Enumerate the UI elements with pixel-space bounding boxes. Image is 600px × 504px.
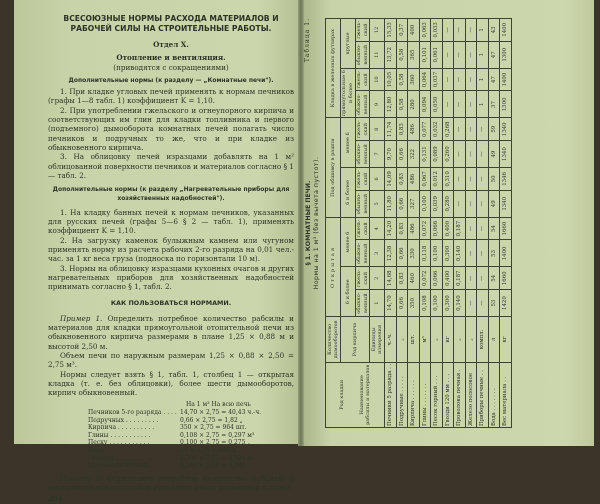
subgroup-header: менее 6 [340,118,355,168]
column-number: 12 [370,19,385,42]
value-cell: 0,140 [454,290,466,317]
value-cell: 365 [408,41,420,68]
calc-row: Воды . . . . . . . . . . . 53 × 2,75 = 146 л [88,446,236,454]
value-cell: 350 [408,290,420,317]
value-cell: — [465,217,477,240]
value-cell: 0,268 [442,118,454,141]
brick-type-header: гжель-ский [355,217,370,240]
value-cell: 54 [488,267,500,290]
unit-cell: „ [396,317,408,363]
value-cell: 0,063 [419,19,431,42]
value-cell: 0,108 [419,290,431,317]
value-cell: 0,260 [442,141,454,168]
value-cell: 0,37 [396,19,408,42]
table-row [442,19,454,428]
value-cell: 53 [488,240,500,267]
unit-cell: „ [431,317,443,363]
calc-header: На 1 м³ На всю печь [186,401,251,409]
value-cell: 0,280 [442,190,454,217]
column-number: 7 [370,141,385,168]
value-cell: 1340 [500,141,512,168]
value-cell: — [477,290,489,317]
value-cell: 1400 [500,68,512,91]
block1-item: 3. На облицовку печей изразцами добавлять на 1 м² облицованной поверхности печников и материалов согласно § 1 — табл. 2. [48,152,294,180]
calc-row: Печников 5-го разряда . . . . 14,70 × 2,75 = 40,43 ч.-ч. [88,408,262,416]
value-cell: 0,66 [396,240,408,267]
value-cell: 0,066 [431,217,443,240]
material-name: Печники 5 разряда . . [385,362,397,427]
value-cell: 0,072 [419,217,431,240]
table-row [408,19,420,428]
example2: Пример 2. Определить потребное количество рабсилы и материалов для постройки кухонного очага размерами в плане [48,473,294,493]
value-cell: 47 [488,68,500,91]
example1: Пример 1. Определить потребное количество рабсилы и материалов для кладки прямоугольной отопительной печи из обыкновенного кирпича размерами в плане 1,25 × 0,88 м и высотой 2,50 м. [48,313,294,351]
value-cell: 37 [488,91,500,118]
value-cell: 0,033 [431,19,443,42]
brick-type-header: гжель-ский [355,267,370,290]
value-cell: 330 [408,240,420,267]
value-cell: 1 [477,41,489,68]
value-cell: 0,089 [431,141,443,168]
block1-item: 2. При употреблении гжельского и огнеупорного кирпича и соответствующих им глин для кладки топливника и первого (подъемного) дымооборота комнатных печей полагать число печников и подручных то же, что и при кладке из обыкновенного кирпича. [48,105,294,152]
value-cell: 0,037 [431,68,443,91]
left-page-text [48,14,294,504]
table-label: Таблица 1. [304,18,311,63]
page-title: ВСЕСОЮЗНЫЕ НОРМЫ РАСХОДА МАТЕРИАЛОВ И РАБОЧЕЙ СИЛЫ НА СТРОИТЕЛЬНЫЕ РАБОТЫ. [63,14,279,33]
unit-header: Единицы измерения [370,317,385,363]
value-cell: 0,118 [419,240,431,267]
value-cell: 1 [477,68,489,91]
table-row [419,19,431,428]
value-cell: 0,66 [396,190,408,217]
value-cell: 0,400 [442,267,454,290]
value-cell: 1300 [500,41,512,68]
usage-heading: КАК ПОЛЬЗОВАТЬСЯ НОРМАМИ. [110,299,232,308]
block2-item: 3. Нормы на облицовку изразцами кухонных очагов и других нагревательных приборов для хозяйственных надобностей принимать согласно § 1, табл. 2. [48,263,294,292]
block2-item: 2. На загрузку каменок булыжным камнем или чугуном применять норму из расчета рабочих 2-го разряда на 0,01 чел.-час. за 1 кг веса груза (подноска по горизонтали 10 м). [48,235,294,264]
value-cell: 0,58 [396,41,408,68]
value-cell: 0,100 [419,190,431,217]
value-cell: 0,83 [396,267,408,290]
column-number: 6 [370,168,385,191]
value-cell: — [465,168,477,191]
value-cell: 1340 [500,190,512,217]
column-number: 1 [370,290,385,317]
calculation-list [88,401,294,469]
value-cell: 0,300 [442,290,454,317]
value-cell: — [477,168,489,191]
group-header: Кладка в железных футлярах [326,19,341,118]
table-row [465,19,477,428]
value-cell: 0,064 [419,68,431,91]
value-cell: 10,05 [385,68,397,91]
brick-type-header: гжель-ский [355,19,370,42]
table-row [488,19,500,428]
calc-row: Песку . . . . . . . . . . . 0,100 × 2,75 = 0,275 „ [88,439,251,447]
value-cell: — [454,68,466,91]
calc-row: Глины . . . . . . . . . . . 0,108 × 2,75 = 0,297 м³ [88,431,255,439]
material-name: Кирпича . . . . . . [408,362,420,427]
value-cell: 1400 [500,240,512,267]
value-cell: 0,187 [454,267,466,290]
value-cell: 360 [408,68,420,91]
column-number: 5 [370,190,385,217]
calc-row: Проволоки печной . . . . . 0,140 × 2,75 = 0,385 „ [88,462,251,470]
value-cell: — [454,91,466,118]
brick-type-header: обыкно-венный [355,190,370,217]
brick-type-header: обыкно-венный [355,91,370,118]
value-cell: — [465,267,477,290]
table-row [477,19,489,428]
value-cell: 0,039 [431,190,443,217]
column-number: 9 [370,91,385,118]
norms-table [325,18,512,428]
value-cell: 11,80 [385,190,397,217]
value-cell: 14,09 [385,168,397,191]
value-cell: 47 [488,41,500,68]
value-cell: 0,100 [431,240,443,267]
material-name: Проволока печная . [454,362,466,427]
volume-text: Объем печи по наружным размерам 1,25 × 0,88 × 2,50 = 2,75 м³. [48,350,294,370]
unit-cell: шт. [408,317,420,363]
value-cell: 0,067 [419,168,431,191]
value-cell: 1346 [500,168,512,191]
brick-type-header: обыкно-венный [355,240,370,267]
material-name: Песок горный . . . [431,362,443,427]
value-cell: 1660 [500,217,512,240]
value-cell: 1340 [500,118,512,141]
value-cell: 0,101 [419,41,431,68]
value-cell: 59 [488,118,500,141]
subgroup-header: менее 6 [340,217,355,267]
column-number: 3 [370,240,385,267]
value-cell: 49 [488,141,500,168]
value-cell: 0,077 [419,118,431,141]
value-cell: 0,58 [396,68,408,91]
value-cell: 0,066 [431,267,443,290]
unit-cell: ч.-ч. [385,317,397,363]
subgroup-header: 6 и более [340,168,355,218]
value-cell: — [454,118,466,141]
block1-heading: Дополнительные нормы (к разделу — „Комнатные печи"). [68,76,274,84]
subgroup-header: круглые [340,19,355,69]
table-subtitle: Нормы на 1 м³ (без вычета пустот). [313,156,320,290]
value-cell: 0,140 [454,240,466,267]
value-cell: — [454,141,466,168]
column-number: 10 [370,68,385,91]
value-cell: 0,83 [396,168,408,191]
value-cell: — [477,267,489,290]
value-cell: — [454,190,466,217]
value-cell: 400 [408,19,420,42]
table-row [500,19,512,428]
subsection-title: Отопление и вентиляция. [116,53,226,63]
table-row [454,19,466,428]
value-cell: 9,70 [385,141,397,168]
value-cell: 0,83 [396,217,408,240]
value-cell: — [454,19,466,42]
value-cell: — [477,240,489,267]
value-cell: 0,012 [431,168,443,191]
material-name: Гвозди 120 мм . . . [442,362,454,427]
value-cell: — [465,68,477,91]
value-cell: — [465,118,477,141]
unit-cell: „ [465,317,477,363]
table-row [431,19,443,428]
value-cell: — [465,190,477,217]
brick-type-header: гжель-ский [355,118,370,141]
material-name: Подручные . . . . . [396,362,408,427]
value-cell: 327 [408,190,420,217]
value-cell: 0,187 [454,217,466,240]
value-cell: — [465,290,477,317]
value-cell: 14,70 [385,290,397,317]
calc-row: Кирпича . . . . . . . . . . 350 × 2,75 = 964 шт. [88,424,247,432]
value-cell: — [442,91,454,118]
value-cell: — [442,41,454,68]
value-cell: — [454,41,466,68]
value-cell: — [442,19,454,42]
brick-type-header: обыкно-венный [355,41,370,68]
table-title: § 1. КОМНАТНЫЕ ПЕЧИ. [305,180,312,266]
rotated-table-block [305,18,555,428]
value-cell: 0,400 [442,217,454,240]
value-cell: — [442,68,454,91]
value-cell: — [454,168,466,191]
section-title: Отдел X. [153,40,189,49]
value-cell: — [465,41,477,68]
table-row [396,19,408,428]
value-cell: 0,58 [396,91,408,118]
norms-text: Нормы следует взять § 1, табл. 1, столбец 1 — открытая кладка (т. е. без облицовки), более шести дымооборотов, кирпич обыкновенный. [48,369,294,398]
value-cell: 1 [477,91,489,118]
value-cell: 14,68 [385,267,397,290]
unit-cell: м³ [419,317,431,363]
material-name: Вес материала . . [500,362,512,427]
unit-cell: кг [442,317,454,363]
subgroup-header: 6 и более [340,267,355,317]
material-name: Железо полосовое [465,362,477,427]
value-cell: — [477,190,489,217]
block2-item: 1. На кладку банных печей к нормам печников, указанных для русских печей (графы 5—6 § 2 — табл. 1), применять коэффициент K = 1,10. [48,207,294,236]
value-cell: 486 [408,217,420,240]
material-name: Приборы печные . . [477,362,489,427]
note: (приводятся с сокращениями) [113,62,229,72]
group-header: Под обшивку в рашпи [326,118,341,217]
value-cell: 0,300 [442,240,454,267]
value-cell: 0,83 [396,118,408,141]
book-spine [298,0,304,446]
value-cell: 1660 [500,267,512,290]
unit-cell: кг [500,317,512,363]
value-cell: 14,20 [385,217,397,240]
value-cell: 49 [488,190,500,217]
page-number: 294 [48,494,63,504]
value-cell: 43 [488,19,500,42]
value-cell: 1400 [500,19,512,42]
column-number: 4 [370,217,385,240]
value-cell: 1300 [500,91,512,118]
block2-heading: Дополнительные нормы (к разделу „Нагревательные приборы для хозяйственных надобностей"). [52,186,290,203]
table-row [385,19,397,428]
value-cell: — [465,240,477,267]
column-number: 11 [370,41,385,68]
calc-row: Гвоздей . . . . . . . . . . 0,300 × 2,75 = 0,825 кг [88,454,255,462]
value-cell: 1 [477,19,489,42]
value-cell: — [477,141,489,168]
value-cell: — [477,118,489,141]
value-cell: — [465,19,477,42]
value-cell: 54 [488,217,500,240]
value-cell: 0,66 [396,290,408,317]
column-number: 2 [370,267,385,290]
value-cell: 12,38 [385,240,397,267]
value-cell: 11,74 [385,118,397,141]
unit-cell: л [488,317,500,363]
value-cell: 13,72 [385,41,397,68]
value-cell: 0,032 [431,118,443,141]
value-cell: — [465,141,477,168]
subgroup-header: прямоугольные 6 и более [341,70,354,117]
brick-type-header: гжель-ский [355,68,370,91]
block1-item: 1. При кладке угловых печей применять к нормам печников (графы 1—8 табл. 1) коэффициент K = 1,10. [48,87,294,106]
rows-count-label: Количество дымооборотов [326,317,341,363]
value-cell: 50 [488,168,500,191]
value-cell: 460 [408,267,420,290]
brick-type-header: обыкно-венный [355,290,370,317]
value-cell: 0,66 [396,141,408,168]
value-cell: 0,061 [431,41,443,68]
calc-row: Подручных . . . . . . . . . 0,66 × 2,75 = 1,82 „ [88,416,243,424]
brick-type-label: Род кирпича [340,317,370,363]
value-cell: 1420 [500,290,512,317]
value-cell: 0,131 [419,141,431,168]
brick-type-header: гжель-ский [355,168,370,191]
value-cell: — [465,91,477,118]
column-number: 8 [370,118,385,141]
group-header: Открытая [326,217,341,316]
value-cell: 280 [408,91,420,118]
unit-cell: компл. [477,317,489,363]
value-cell: 0,100 [431,290,443,317]
unit-cell: „ [454,317,466,363]
value-cell: 0,072 [419,267,431,290]
material-name: Глины . . . . . . . [419,362,431,427]
value-cell: 0,310 [442,168,454,191]
value-cell: — [477,217,489,240]
value-cell: 322 [408,141,420,168]
material-name: Вода . . . . . . . [488,362,500,427]
value-cell: 12,80 [385,91,397,118]
value-cell: 486 [408,118,420,141]
value-cell: 15,33 [385,19,397,42]
corner-header: Род кладки Наименование рабсилы и материалов [326,362,385,427]
value-cell: 486 [408,168,420,191]
brick-type-header: обыкно-венный [355,141,370,168]
value-cell: 0,094 [419,91,431,118]
value-cell: 53 [488,290,500,317]
value-cell: 0,050 [431,91,443,118]
